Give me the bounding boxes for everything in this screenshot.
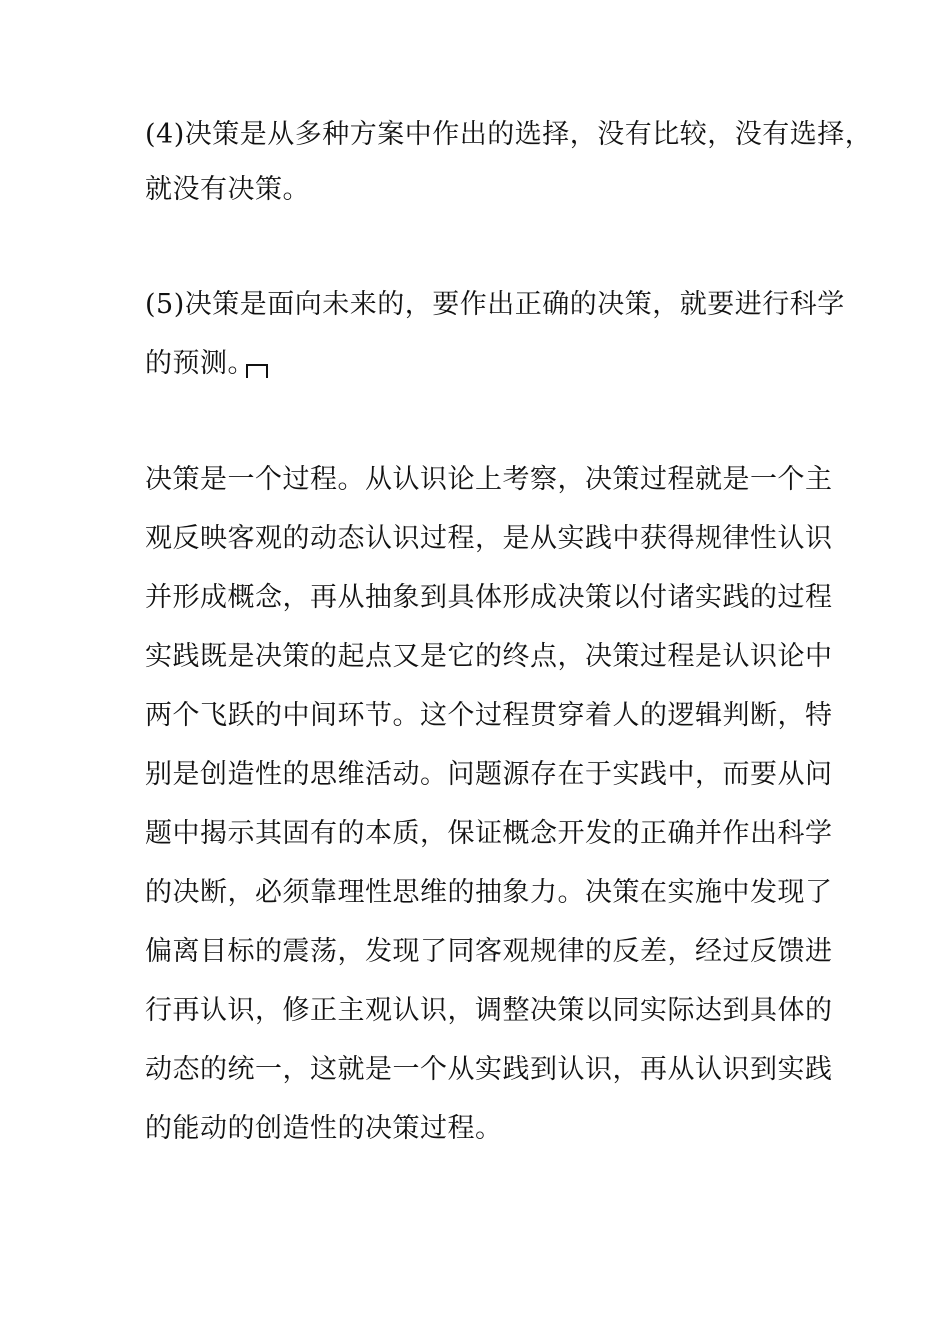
body-line-10: 行再认识，修正主观认识，调整决策以同实际达到具体的 <box>145 995 833 1026</box>
body-line-1: 决策是一个过程。从认识论上考察，决策过程就是一个主 <box>145 464 833 495</box>
paragraph-4-line-2: 就没有决策。 <box>145 174 310 205</box>
body-line-7: 题中揭示其固有的本质，保证概念开发的正确并作出科学 <box>145 818 833 849</box>
body-line-9: 偏离目标的震荡，发现了同客观规律的反差，经过反馈进 <box>145 936 833 967</box>
body-line-6: 别是创造性的思维活动。问题源存在于实践中，而要从问 <box>145 759 833 790</box>
bracket-mark-icon <box>246 364 268 378</box>
body-line-3: 并形成概念，再从抽象到具体形成决策以付诸实践的过程 <box>145 582 833 613</box>
paragraph-5-line-1: (5)决策是面向未来的，要作出正确的决策，就要进行科学 <box>145 289 845 320</box>
body-line-4: 实践既是决策的起点又是它的终点，决策过程是认识论中 <box>145 641 833 672</box>
paragraph-5-line-2: 的预测。 <box>145 348 255 379</box>
body-line-8: 的决断，必须靠理性思维的抽象力。决策在实施中发现了 <box>145 877 833 908</box>
body-line-12: 的能动的创造性的决策过程。 <box>145 1113 503 1144</box>
paragraph-4-line-1: (4)决策是从多种方案中作出的选择，没有比较，没有选择， <box>145 119 873 150</box>
body-line-11: 动态的统一，这就是一个从实践到认识，再从认识到实践 <box>145 1054 833 1085</box>
body-line-5: 两个飞跃的中间环节。这个过程贯穿着人的逻辑判断，特 <box>145 700 833 731</box>
body-line-2: 观反映客观的动态认识过程，是从实践中获得规律性认识 <box>145 523 833 554</box>
